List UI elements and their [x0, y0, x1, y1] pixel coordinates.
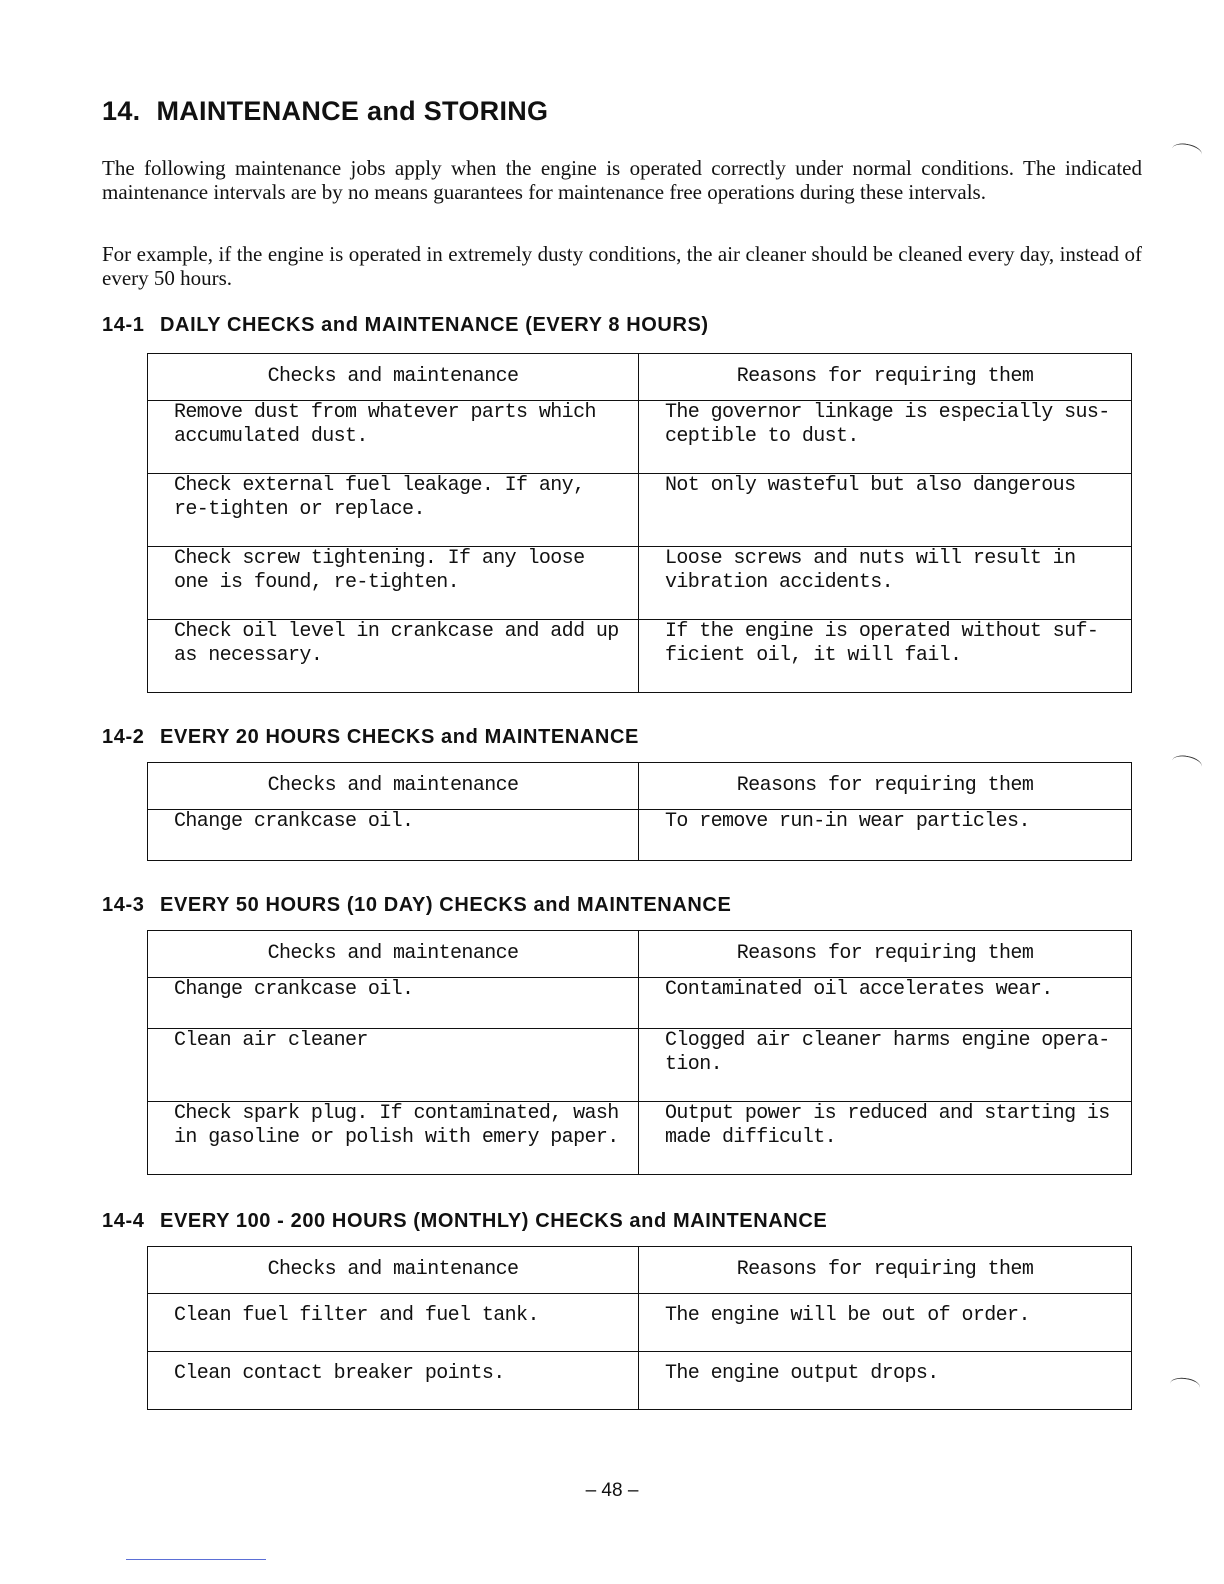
- section-number: 14-4: [102, 1210, 145, 1232]
- reason-cell: Loose screws and nuts will result in vibration accidents.: [639, 547, 1132, 620]
- check-cell: Check spark plug. If contaminated, wash in gasoline or polish with emery paper.: [148, 1102, 639, 1175]
- scan-edge-line: [126, 1559, 266, 1560]
- column-header-checks: Checks and maintenance: [148, 1247, 639, 1294]
- reason-cell: The engine output drops.: [639, 1352, 1132, 1410]
- chapter-number: 14.: [102, 96, 141, 126]
- reason-cell: Output power is reduced and starting is made difficult.: [639, 1102, 1132, 1175]
- check-cell: Clean air cleaner: [148, 1029, 639, 1102]
- section-number: 14-1: [102, 314, 145, 336]
- section-heading-daily: [102, 314, 709, 337]
- check-cell: Clean contact breaker points.: [148, 1352, 639, 1410]
- table-header-row: [148, 931, 1132, 978]
- 20-hours-checks-table: [147, 762, 1132, 861]
- column-header-reasons: Reasons for requiring them: [639, 931, 1132, 978]
- table-row: [148, 620, 1132, 693]
- page-title: [102, 96, 548, 127]
- section-title: EVERY 100 - 200 HOURS (MONTHLY) CHECKS and MAINTENANCE: [160, 1210, 828, 1232]
- section-number: 14-3: [102, 894, 145, 916]
- section-title: DAILY CHECKS and MAINTENANCE (EVERY 8 HOURS): [160, 314, 709, 336]
- reason-cell: Not only wasteful but also dangerous: [639, 474, 1132, 547]
- page-number: – 48 –: [585, 1480, 639, 1501]
- section-heading-monthly: [102, 1210, 827, 1233]
- check-cell: Check screw tightening. If any loose one is found, re-tighten.: [148, 547, 639, 620]
- daily-checks-table: [147, 353, 1132, 693]
- table-header-row: [148, 354, 1132, 401]
- table-row: [148, 810, 1132, 861]
- 50-hours-checks-table: [147, 930, 1132, 1175]
- section-number: 14-2: [102, 726, 145, 748]
- table-row: [148, 401, 1132, 474]
- section-heading-20-hours: [102, 726, 639, 749]
- reason-cell: The engine will be out of order.: [639, 1294, 1132, 1352]
- intro-paragraph-1: The following maintenance jobs apply when the engine is operated correctly under normal conditions. The indicated maintenance intervals are by no means guarantees for maintenance free operations during these intervals.: [102, 156, 1142, 204]
- reason-cell: Contaminated oil accelerates wear.: [639, 978, 1132, 1029]
- reason-cell: If the engine is operated without suf-ficient oil, it will fail.: [639, 620, 1132, 693]
- monthly-checks-table: [147, 1246, 1132, 1410]
- table-row: [148, 547, 1132, 620]
- check-cell: Remove dust from whatever parts which accumulated dust.: [148, 401, 639, 474]
- column-header-reasons: Reasons for requiring them: [639, 354, 1132, 401]
- table-row: [148, 1029, 1132, 1102]
- intro-paragraph-2: For example, if the engine is operated in extremely dusty conditions, the air cleaner should be cleaned every day, instead of every 50 hours.: [102, 242, 1142, 290]
- section-title: EVERY 50 HOURS (10 DAY) CHECKS and MAINTENANCE: [160, 894, 732, 916]
- table-header-row: [148, 1247, 1132, 1294]
- column-header-checks: Checks and maintenance: [148, 354, 639, 401]
- table-row: [148, 978, 1132, 1029]
- table-row: [148, 474, 1132, 547]
- check-cell: Check oil level in crankcase and add up as necessary.: [148, 620, 639, 693]
- table-header-row: [148, 763, 1132, 810]
- column-header-reasons: Reasons for requiring them: [639, 763, 1132, 810]
- chapter-title: MAINTENANCE and STORING: [156, 96, 549, 126]
- column-header-checks: Checks and maintenance: [148, 763, 639, 810]
- column-header-reasons: Reasons for requiring them: [639, 1247, 1132, 1294]
- table-row: [148, 1294, 1132, 1352]
- check-cell: Clean fuel filter and fuel tank.: [148, 1294, 639, 1352]
- column-header-checks: Checks and maintenance: [148, 931, 639, 978]
- check-cell: Check external fuel leakage. If any, re-tighten or replace.: [148, 474, 639, 547]
- reason-cell: Clogged air cleaner harms engine opera-tion.: [639, 1029, 1132, 1102]
- reason-cell: The governor linkage is especially sus-ceptible to dust.: [639, 401, 1132, 474]
- table-row: [148, 1352, 1132, 1410]
- section-heading-50-hours: [102, 894, 731, 917]
- scan-hole-mark: [1169, 1376, 1201, 1395]
- reason-cell: To remove run-in wear particles.: [639, 810, 1132, 861]
- check-cell: Change crankcase oil.: [148, 978, 639, 1029]
- table-row: [148, 1102, 1132, 1175]
- scan-hole-mark: [1171, 141, 1203, 162]
- check-cell: Change crankcase oil.: [148, 810, 639, 861]
- scan-hole-mark: [1171, 753, 1203, 774]
- section-title: EVERY 20 HOURS CHECKS and MAINTENANCE: [160, 726, 639, 748]
